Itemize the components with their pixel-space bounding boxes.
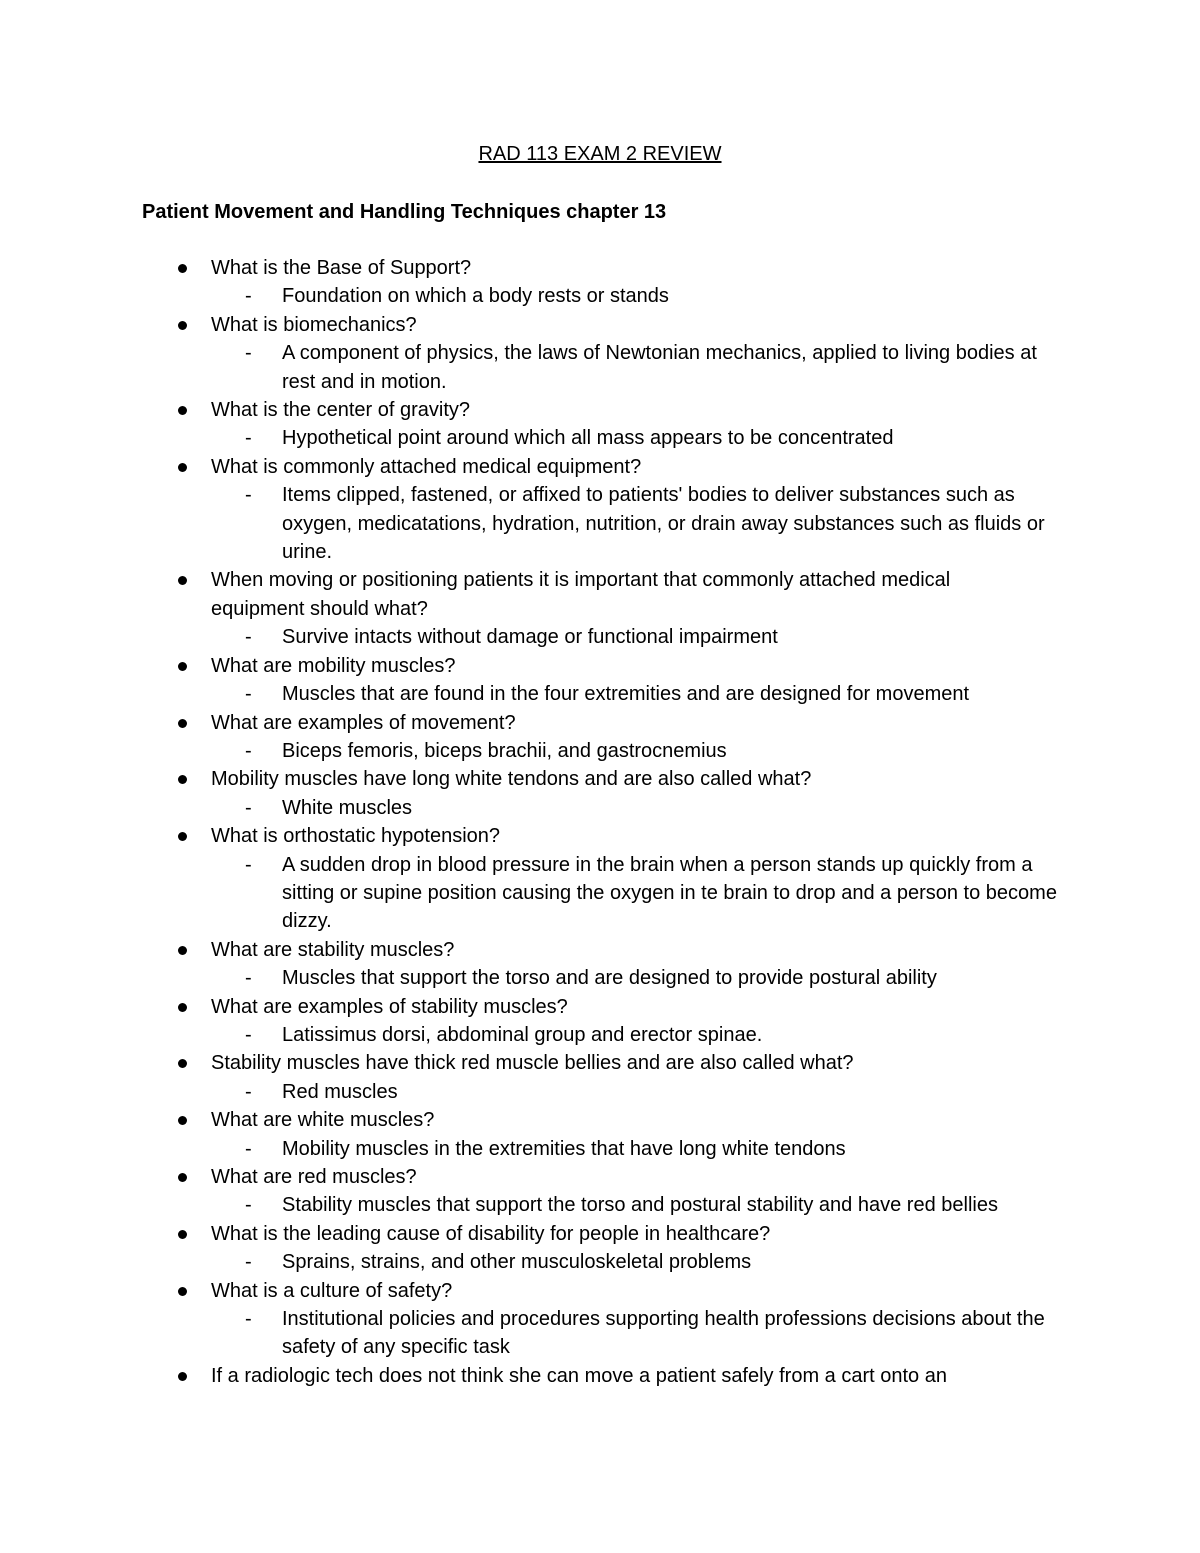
list-item <box>0 1220 1200 1277</box>
answer-text: Biceps femoris, biceps brachii, and gastrocnemius <box>282 739 727 762</box>
question <box>0 1277 1041 1305</box>
answer-text: Hypothetical point around which all mass appears to be concentrated <box>282 427 894 450</box>
dash-icon: - <box>245 1023 252 1046</box>
answer <box>0 794 1062 822</box>
question-text: What is the Base of Support? <box>211 257 472 279</box>
dash-icon: - <box>245 484 252 507</box>
list-item <box>0 254 1200 311</box>
question-text: What is biomechanics? <box>211 313 417 336</box>
list-item <box>0 709 1200 766</box>
bullet-icon <box>178 264 187 273</box>
answer-text: Mobility muscles in the extremities that have long white tendons <box>282 1137 846 1160</box>
question-text: Stability muscles have thick red muscle bellies and are also called what? <box>211 1052 854 1075</box>
bullet-icon <box>178 1372 187 1381</box>
answer-text: Institutional policies and procedures supporting health professions decisions about the safety of any specific task <box>282 1308 1045 1359</box>
list-item <box>0 1106 1200 1163</box>
dash-icon: - <box>245 1080 252 1103</box>
answer-text: A sudden drop in blood pressure in the brain when a person stands up quickly from a sitting or supine position causing the oxygen in te brain to drop and a person to become dizzy. <box>282 853 1057 933</box>
answer <box>0 1078 1062 1106</box>
answer-text: Red muscles <box>282 1080 398 1103</box>
answer-text: Latissimus dorsi, abdominal group and erector spinae. <box>282 1023 763 1046</box>
bullet-icon <box>178 1003 187 1012</box>
answer <box>0 737 1062 765</box>
dash-icon: - <box>245 853 252 876</box>
dash-icon: - <box>245 342 252 365</box>
question <box>0 1106 1041 1134</box>
bullet-icon <box>178 463 187 472</box>
question <box>0 453 1041 481</box>
bullet-icon <box>178 321 187 330</box>
question <box>0 652 1041 680</box>
answer-text: Foundation on which a body rests or stands <box>282 285 669 308</box>
answer-text: Sprains, strains, and other musculoskeletal problems <box>282 1251 752 1274</box>
question <box>0 1049 1041 1077</box>
list-item <box>0 652 1200 709</box>
question <box>0 1163 1041 1191</box>
question-text: What are red muscles? <box>211 1166 417 1188</box>
question-text: What are stability muscles? <box>211 938 455 961</box>
answer <box>0 964 1062 992</box>
bullet-icon <box>178 406 187 415</box>
question-text: Mobility muscles have long white tendons and are also called what? <box>211 768 812 791</box>
list-item <box>0 566 1200 651</box>
answer <box>0 339 1062 396</box>
bullet-icon <box>178 832 187 841</box>
list-item <box>0 1163 1200 1220</box>
bullet-icon <box>178 1173 187 1182</box>
answer-text: Stability muscles that support the torso and postural stability and have red bellies <box>282 1194 998 1217</box>
question-text: What is a culture of safety? <box>211 1279 453 1302</box>
bullet-icon <box>178 576 187 585</box>
dash-icon: - <box>245 967 252 990</box>
question-text: What is commonly attached medical equipment? <box>211 455 642 478</box>
answer <box>0 1021 1062 1049</box>
question-text: When moving or positioning patients it is important that commonly attached medical equipment should what? <box>211 569 951 620</box>
bullet-icon <box>178 719 187 728</box>
answer <box>0 481 1062 566</box>
dash-icon: - <box>245 796 252 819</box>
question <box>0 709 1041 737</box>
answer-text: Items clipped, fastened, or affixed to patients' bodies to deliver substances such as oxygen, medicatations, hydration, nutrition, or drain away substances such as fluids or urine. <box>282 484 1045 564</box>
question <box>0 993 1041 1021</box>
question-text: If a radiologic tech does not think she can move a patient safely from a cart onto an <box>211 1364 947 1387</box>
question-text: What are white muscles? <box>211 1109 435 1132</box>
section-heading: Patient Movement and Handling Techniques chapter 13 <box>142 201 667 223</box>
bullet-icon <box>178 1116 187 1125</box>
dash-icon: - <box>245 1308 252 1331</box>
bullet-icon <box>178 775 187 784</box>
list-item <box>0 1049 1200 1106</box>
question <box>0 1220 1041 1248</box>
answer <box>0 1135 1062 1163</box>
answer <box>0 282 1062 310</box>
answer <box>0 623 1062 651</box>
dash-icon: - <box>245 1194 252 1217</box>
list-item <box>0 311 1200 396</box>
answer <box>0 851 1062 936</box>
question-text: What are mobility muscles? <box>211 654 456 677</box>
answer <box>0 680 1062 708</box>
list-item <box>0 396 1200 453</box>
dash-icon: - <box>245 1137 252 1160</box>
question <box>0 566 1041 623</box>
answer-text: Muscles that support the torso and are designed to provide postural ability <box>282 967 937 990</box>
question-text: What is the leading cause of disability for people in healthcare? <box>211 1222 771 1245</box>
answer-text: Survive intacts without damage or functional impairment <box>282 626 778 649</box>
dash-icon: - <box>245 285 252 308</box>
answer <box>0 1191 1062 1219</box>
answer <box>0 1305 1062 1362</box>
question <box>0 765 1041 793</box>
list-item <box>0 765 1200 822</box>
question-text: What are examples of movement? <box>211 711 516 734</box>
question-text: What is orthostatic hypotension? <box>211 825 501 848</box>
answer <box>0 424 1062 452</box>
answer-text: Muscles that are found in the four extremities and are designed for movement <box>282 683 970 706</box>
bullet-icon <box>178 946 187 955</box>
question <box>0 936 1041 964</box>
list-item <box>0 1362 1200 1390</box>
question <box>0 396 1041 424</box>
bullet-icon <box>178 1230 187 1239</box>
question <box>0 1362 1041 1390</box>
dash-icon: - <box>245 427 252 450</box>
dash-icon: - <box>245 739 252 762</box>
bullet-icon <box>178 1059 187 1068</box>
list-item <box>0 936 1200 993</box>
list-item <box>0 822 1200 936</box>
question <box>0 254 1041 282</box>
list-item <box>0 993 1200 1050</box>
document-title: RAD 113 EXAM 2 REVIEW <box>478 143 722 165</box>
dash-icon: - <box>245 683 252 706</box>
question <box>0 822 1041 850</box>
list-item <box>0 1277 1200 1362</box>
answer-text: A component of physics, the laws of Newtonian mechanics, applied to living bodies at rest and in motion. <box>282 342 1037 393</box>
question <box>0 311 1041 339</box>
answer <box>0 1248 1062 1276</box>
dash-icon: - <box>245 1251 252 1274</box>
list-item <box>0 453 1200 567</box>
answer-text: White muscles <box>282 796 413 819</box>
review-question-list <box>0 254 1200 1390</box>
bullet-icon <box>178 1287 187 1296</box>
bullet-icon <box>178 662 187 671</box>
question-text: What is the center of gravity? <box>211 399 471 422</box>
question-text: What are examples of stability muscles? <box>211 995 568 1018</box>
dash-icon: - <box>245 626 252 649</box>
